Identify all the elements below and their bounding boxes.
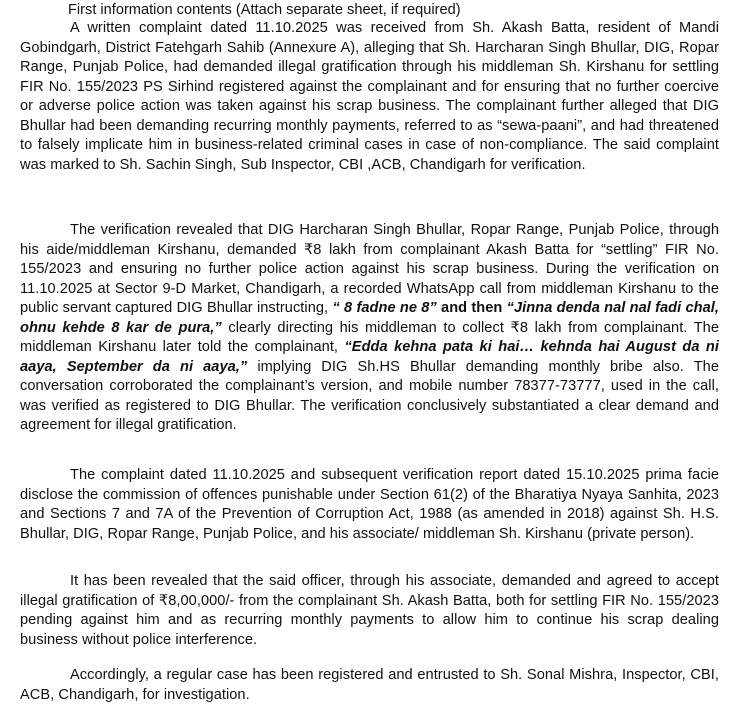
paragraph-offences: The complaint dated 11.10.2025 and subsequent verification report dated 15.10.2025 prima facie disclose the commission of offences punishable under Section 61(2) of the Bharatiya Nyaya Sanhita, 2023 and Sections 7 and 7A of the Prevention of Corruption Act, 1988 (as amended in 2018) against Sh. H.S. Bhullar, DIG, Ropar Range, Punjab Police, and his associate/ middleman Sh. Kirshanu (private person). (20, 467, 719, 542)
paragraph-gratification: It has been revealed that the said officer, through his associate, demanded and agreed to accept illegal gratification of ₹8,00,000/- from the complainant Sh. Akash Batta, both for settling FIR No. 155/2023 pending against him and as recurring monthly payments to allow him to continue his scrap dealing business without police interference. (20, 573, 719, 648)
verification-text-1: The verification revealed that DIG Harcharan Singh Bhullar, Ropar Range, Punjab Police, through his aide/middleman Kirshanu, demanded ₹8 lakh from complainant Akash Batta for “settling” FIR No. 155/2023 and ensuring no further police action against his scrap business. During the verification on 11.10.2025 at Sector 9-D Market, Chandigarh, a recorded WhatsApp call from middleman Kirshanu to the public servant captured DIG Bhullar instructing, (20, 222, 719, 316)
and-then-text: and then (441, 300, 503, 316)
paragraph-verification (20, 221, 719, 436)
verification-text-3: implying DIG Sh.HS Bhullar demanding monthly bribe also. The conversation corroborated the complainant’s version, and mobile number 78377-73777, used in the call, was verified as registered to DIG Bhullar. The verification conclusively substantiated a clear demand and agreement for illegal gratification. (20, 358, 719, 433)
section-heading: First information contents (Attach separate sheet, if required) (68, 2, 461, 18)
cut-off-text-fragment (560, 698, 680, 707)
quote-8-fadne: “ 8 fadne ne 8” (332, 300, 437, 316)
paragraph-complaint: A written complaint dated 11.10.2025 was received from Sh. Akash Batta, resident of Mandi Gobindgarh, District Fatehgarh Sahib (Annexure A), alleging that Sh. Harcharan Singh Bhullar, DIG, Ropar Range, Punjab Police, had demanded illegal gratification through his middleman Sh. Kirshanu for settling FIR No. 155/2023 PS Sirhind registered against the complainant and for ensuring that no further coercive or adverse police action was taken against his scrap business. The complainant further alleged that DIG Bhullar had been demanding recurring monthly payments, referred to as “sewa-paani”, and had threatened to falsely implicate him in business-related criminal cases in case of non-compliance. The said complaint was marked to Sh. Sachin Singh, Sub Inspector, CBI ,ACB, Chandigarh for verification. (20, 20, 719, 173)
paragraph-case-registered: Accordingly, a regular case has been registered and entrusted to Sh. Sonal Mishra, Inspector, CBI, ACB, Chandigarh, for investigation. (20, 667, 719, 703)
quote-jinna-denda: “Jinna denda nal nal fadi chal, ohnu kehde 8 kar de pura,” (20, 300, 720, 336)
verification-text-2: clearly directing his middleman to collect ₹8 lakh from complainant. The middleman Kirshanu later told the complainant, (20, 319, 720, 355)
quote-edda-kehna: “Edda kehna pata ki hai… kehnda hai August da ni aaya, September da ni aaya,” (20, 339, 719, 375)
